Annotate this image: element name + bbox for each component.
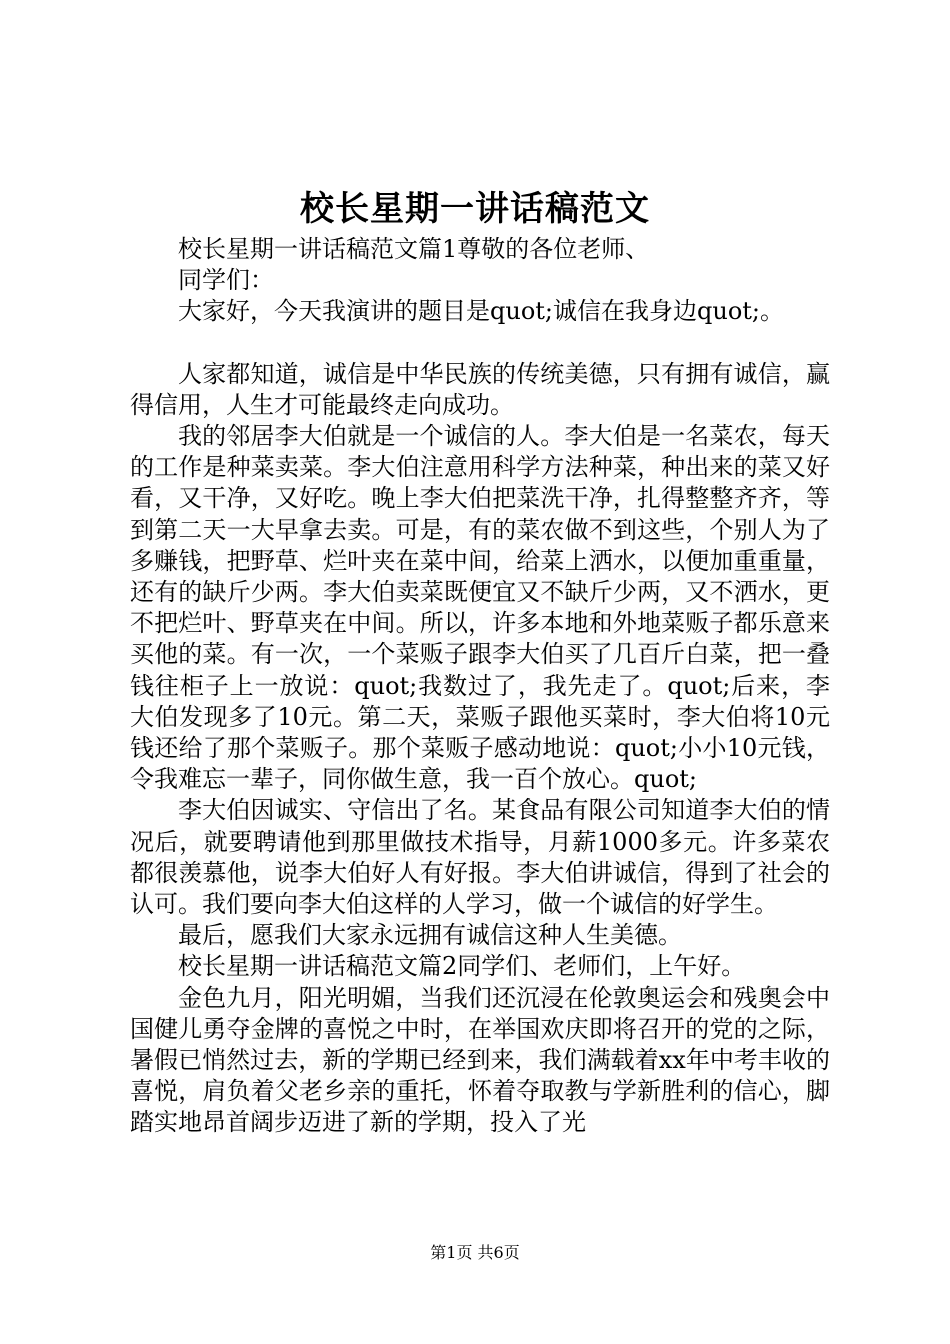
paragraph-9: 金色九月，阳光明媚，当我们还沉浸在伦敦奥运会和残奥会中国健儿勇夺金牌的喜悦之中时，在举国欢庆即将召开的党的之际，暑假已悄然过去，新的学期已经到来，我们满载着xx年中考丰收的喜悦，肩负着父老乡亲的重托，怀着夺取教与学新胜利的信心，脚踏实地昂首阔步迈进了新的学期，投入了光: [130, 983, 830, 1137]
page-footer: 第1页 共6页: [430, 1243, 520, 1262]
paragraph-1: 校长星期一讲话稿范文篇1尊敬的各位老师、: [178, 235, 650, 263]
paragraph-7: 最后，愿我们大家永远拥有诚信这种人生美德。: [178, 921, 682, 950]
document-title: 校长星期一讲话稿范文: [300, 189, 650, 229]
paragraph-2: 同学们：: [178, 266, 274, 295]
paragraph-5: 我的邻居李大伯就是一个诚信的人。李大伯是一名菜农，每天的工作是种菜卖菜。李大伯注意用科学方法种菜，种出来的菜又好看，又干净，又好吃。晚上李大伯把菜洗干净，扎得整整齐齐，等到第二天一大早拿去卖。可是，有的菜农做不到这些，个别人为了多赚钱，把野草、烂叶夹在菜中间，给菜上洒水，以便加重重量，还有的缺斤少两。李大伯卖菜既便宜又不缺斤少两，又不洒水，更不把烂叶、野草夹在中间。所以，许多本地和外地菜贩子都乐意来买他的菜。有一次，一个菜贩子跟李大伯买了几百斤白菜，把一叠钱往柜子上一放说：quot;我数过了，我先走了。quot;后来，李大伯发现多了10元。第二天，菜贩子跟他买菜时，李大伯将10元钱还给了那个菜贩子。那个菜贩子感动地说：quot;小小10元钱，令我难忘一辈子，同你做生意，我一百个放心。quot;: [130, 422, 830, 794]
document-body: [130, 234, 830, 1139]
paragraph-8: 校长星期一讲话稿范文篇2同学们、老师们，上午好。: [178, 952, 746, 981]
paragraph-4: 人家都知道，诚信是中华民族的传统美德，只有拥有诚信，赢得信用，人生才可能最终走向成功。: [130, 359, 830, 419]
paragraph-6: 李大伯因诚实、守信出了名。某食品有限公司知道李大伯的情况后，就要聘请他到那里做技术指导，月薪1000多元。许多菜农都很羡慕他，说李大伯好人有好报。李大伯讲诚信，得到了社会的认可。我们要向李大伯这样的人学习，做一个诚信的好学生。: [130, 796, 830, 919]
paragraph-3: 大家好，今天我演讲的题目是quot;诚信在我身边quot;。: [178, 297, 784, 326]
